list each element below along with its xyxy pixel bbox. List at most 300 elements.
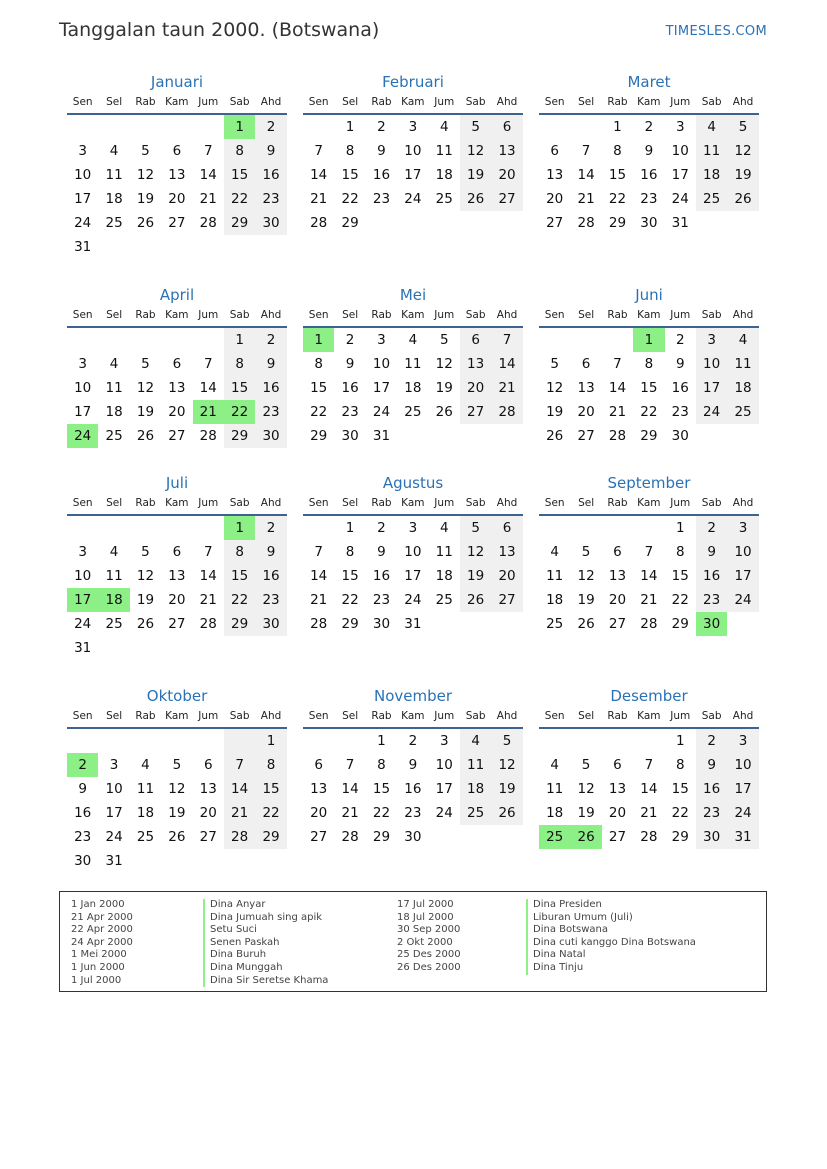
day-cell: 18 (460, 777, 491, 801)
day-cell: 10 (74, 568, 92, 584)
weekday-header (67, 92, 287, 115)
empty-cell (67, 516, 98, 540)
day-cell: 1 (224, 328, 255, 352)
day-cell: 26 (460, 588, 491, 612)
day-cell: 24 (671, 191, 689, 207)
day-cell: 21 (640, 592, 658, 608)
day-cell: 1 (255, 729, 286, 753)
day-cell: 2 (408, 733, 418, 749)
day-cell: 30 (255, 612, 286, 636)
day-cell: 6 (460, 328, 491, 352)
month-name: Maret (627, 73, 671, 91)
day-cell: 19 (435, 380, 453, 396)
day-cell: 28 (608, 428, 627, 444)
weekday-label: Rab (371, 309, 392, 321)
day-cell: 3 (408, 119, 418, 135)
day-cell: 18 (105, 191, 123, 207)
day-cell: 2 (255, 115, 286, 139)
weekday-label: Jum (434, 497, 455, 509)
weekday-label: Jum (198, 497, 219, 509)
day-cell: 9 (255, 139, 286, 163)
day-cell: 17 (105, 805, 123, 821)
day-cell: 12 (577, 781, 595, 797)
day-cell: 4 (550, 757, 559, 773)
weekday-label: Sab (701, 309, 722, 321)
weekday-label: Sel (342, 710, 359, 722)
day-cell: 4 (460, 729, 491, 753)
day-cell: 16 (255, 163, 286, 187)
month-name: April (159, 286, 195, 304)
weekday-label: Kam (165, 497, 189, 509)
day-grid (303, 729, 523, 849)
day-grid (303, 328, 523, 448)
day-cell: 5 (581, 544, 591, 560)
legend-date: 18 Jul 2000 (397, 911, 454, 923)
day-cell: 28 (310, 215, 328, 231)
month-oktober (67, 686, 287, 873)
day-cell: 25 (105, 428, 123, 444)
day-cell: 25 (460, 801, 491, 825)
legend-date: 26 Des 2000 (397, 961, 461, 973)
day-cell: 19 (136, 404, 155, 420)
day-cell: 17 (727, 564, 758, 588)
day-cell: 17 (696, 376, 727, 400)
day-cell: 4 (550, 544, 559, 560)
day-cell: 12 (136, 167, 155, 183)
day-cell: 18 (727, 376, 758, 400)
empty-cell (193, 115, 224, 139)
day-cell: 13 (491, 139, 522, 163)
weekday-label: Kam (401, 710, 425, 722)
day-cell: 25 (727, 400, 758, 424)
day-cell: 20 (577, 404, 595, 420)
day-cell: 5 (141, 544, 150, 560)
day-cell: 2 (255, 516, 286, 540)
day-cell: 8 (224, 540, 255, 564)
day-cell: 30 (640, 215, 658, 231)
weekday-label: Sen (308, 96, 329, 108)
day-cell: 14 (224, 777, 255, 801)
weekday-label: Sab (701, 710, 722, 722)
day-cell: 1 (377, 733, 386, 749)
day-cell: 20 (491, 564, 522, 588)
day-cell: 27 (460, 400, 491, 424)
weekday-header (303, 706, 523, 729)
day-cell: 4 (109, 544, 119, 560)
day-cell: 24 (74, 616, 92, 632)
day-cell: 16 (696, 777, 727, 801)
day-cell: 10 (404, 143, 422, 159)
weekday-label: Sen (72, 710, 93, 722)
weekday-label: Sab (701, 96, 722, 108)
day-cell: 29 (671, 829, 689, 845)
day-cell: 17 (671, 167, 689, 183)
weekday-label: Jum (434, 710, 455, 722)
day-grid (67, 115, 287, 259)
day-cell: 8 (345, 544, 355, 560)
day-cell: 22 (671, 805, 689, 821)
day-cell: 1 (675, 520, 685, 536)
empty-cell (193, 328, 224, 352)
day-cell: 24 (372, 404, 391, 420)
legend-holiday-name: Dina Anyar (203, 899, 328, 912)
holiday-day-cell: 17 (67, 588, 98, 612)
day-cell: 18 (404, 380, 422, 396)
day-cell: 9 (644, 143, 654, 159)
weekday-label: Sel (578, 309, 595, 321)
day-cell: 11 (727, 352, 758, 376)
day-cell: 19 (546, 404, 564, 420)
day-cell: 14 (199, 568, 217, 584)
day-cell: 5 (172, 757, 182, 773)
month-name: September (607, 474, 691, 492)
day-cell: 15 (341, 568, 359, 584)
empty-cell (161, 328, 192, 352)
weekday-label: Sen (308, 497, 329, 509)
weekday-label: Rab (135, 96, 156, 108)
day-cell: 28 (491, 400, 522, 424)
day-cell: 19 (168, 805, 186, 821)
weekday-label: Kam (637, 309, 661, 321)
day-cell: 24 (105, 829, 123, 845)
day-cell: 15 (372, 781, 391, 797)
day-cell: 6 (613, 757, 622, 773)
day-cell: 16 (74, 805, 92, 821)
weekday-label: Jum (434, 309, 455, 321)
holiday-day-cell: 1 (224, 516, 255, 540)
day-cell: 27 (608, 616, 627, 632)
day-cell: 5 (460, 115, 491, 139)
day-cell: 14 (491, 352, 522, 376)
day-cell: 23 (372, 592, 391, 608)
weekday-label: Ahd (496, 710, 518, 722)
day-cell: 8 (644, 356, 654, 372)
weekday-header (303, 493, 523, 516)
legend-date: 21 Apr 2000 (71, 911, 133, 923)
day-cell: 11 (105, 167, 123, 183)
day-cell: 10 (404, 544, 422, 560)
day-cell: 10 (74, 380, 92, 396)
day-cell: 7 (224, 753, 255, 777)
weekday-label: Kam (165, 309, 189, 321)
day-cell: 6 (550, 143, 559, 159)
weekday-label: Sel (578, 96, 595, 108)
weekday-label: Jum (670, 497, 691, 509)
legend-dates-right (397, 899, 461, 975)
day-cell: 22 (341, 191, 359, 207)
day-cell: 7 (203, 356, 213, 372)
day-cell: 28 (199, 616, 217, 632)
weekday-label: Rab (135, 309, 156, 321)
day-cell: 15 (341, 167, 359, 183)
weekday-label: Sel (342, 497, 359, 509)
weekday-label: Jum (198, 710, 219, 722)
month-name: Juni (635, 286, 663, 304)
day-cell: 28 (640, 616, 658, 632)
day-cell: 13 (546, 167, 564, 183)
day-cell: 5 (727, 115, 758, 139)
day-cell: 23 (372, 191, 391, 207)
day-cell: 30 (341, 428, 359, 444)
empty-cell (130, 328, 161, 352)
weekday-label: Jum (670, 710, 691, 722)
weekday-label: Sen (72, 497, 93, 509)
weekday-label: Ahd (260, 710, 282, 722)
weekday-label: Jum (670, 96, 691, 108)
weekday-label: Kam (165, 710, 189, 722)
weekday-label: Sel (106, 710, 123, 722)
month-name: Desember (610, 687, 688, 705)
day-cell: 3 (727, 729, 758, 753)
month-name: Juli (165, 474, 189, 492)
legend-holiday-name: Liburan Umum (Juli) (526, 912, 696, 925)
day-cell: 29 (671, 616, 689, 632)
day-cell: 25 (696, 187, 727, 211)
holiday-day-cell: 1 (633, 328, 664, 352)
day-cell: 7 (613, 356, 622, 372)
legend-holiday-name: Dina Botswana (526, 924, 696, 937)
day-cell: 10 (727, 540, 758, 564)
day-cell: 21 (310, 592, 328, 608)
day-cell: 29 (341, 215, 359, 231)
day-cell: 24 (696, 400, 727, 424)
day-cell: 30 (372, 616, 391, 632)
day-cell: 20 (546, 191, 564, 207)
day-cell: 8 (255, 753, 286, 777)
empty-cell (130, 115, 161, 139)
day-cell: 3 (696, 328, 727, 352)
weekday-label: Ahd (732, 497, 754, 509)
day-cell: 10 (372, 356, 391, 372)
day-cell: 18 (105, 404, 123, 420)
legend-date: 2 Okt 2000 (397, 936, 453, 948)
day-cell: 25 (105, 215, 123, 231)
day-cell: 26 (136, 215, 155, 231)
day-cell: 6 (203, 757, 213, 773)
day-cell: 30 (255, 211, 286, 235)
day-cell: 12 (727, 139, 758, 163)
day-cell: 18 (435, 167, 453, 183)
empty-cell (98, 328, 129, 352)
day-cell: 9 (408, 757, 418, 773)
day-cell: 6 (613, 544, 622, 560)
legend-holiday-name: Dina Natal (526, 949, 696, 962)
day-cell: 27 (491, 187, 522, 211)
site-logo-text[interactable]: TIMESLES.COM (665, 24, 767, 39)
weekday-label: Ahd (260, 497, 282, 509)
day-cell: 29 (224, 612, 255, 636)
day-cell: 10 (74, 167, 92, 183)
day-cell: 13 (608, 781, 627, 797)
day-cell: 4 (109, 356, 119, 372)
weekday-label: Sab (701, 497, 722, 509)
weekday-label: Sab (229, 497, 250, 509)
month-juni (539, 285, 759, 448)
day-cell: 12 (491, 753, 522, 777)
weekday-label: Sel (106, 96, 123, 108)
month-april (67, 285, 287, 448)
empty-cell (98, 115, 129, 139)
day-cell: 27 (199, 829, 217, 845)
day-cell: 3 (78, 356, 87, 372)
day-cell: 19 (460, 163, 491, 187)
empty-cell (570, 729, 601, 753)
day-cell: 8 (345, 143, 355, 159)
day-cell: 22 (608, 191, 627, 207)
day-cell: 10 (671, 143, 689, 159)
holiday-day-cell: 25 (539, 825, 570, 849)
day-cell: 5 (550, 356, 559, 372)
day-cell: 1 (345, 119, 355, 135)
weekday-header (303, 92, 523, 115)
holiday-day-cell: 18 (98, 588, 129, 612)
day-cell: 10 (727, 753, 758, 777)
day-cell: 25 (404, 404, 422, 420)
day-cell: 20 (608, 592, 627, 608)
legend-holiday-name: Dina Buruh (203, 949, 328, 962)
day-cell: 16 (255, 376, 286, 400)
day-cell: 11 (404, 356, 422, 372)
empty-cell (303, 115, 334, 139)
day-cell: 13 (168, 380, 186, 396)
day-cell: 13 (310, 781, 328, 797)
day-cell: 7 (491, 328, 522, 352)
day-cell: 5 (460, 516, 491, 540)
day-cell: 20 (168, 592, 186, 608)
day-cell: 17 (435, 781, 453, 797)
empty-cell (130, 516, 161, 540)
day-cell: 9 (675, 356, 685, 372)
day-cell: 26 (546, 428, 564, 444)
legend-holiday-name: Dina cuti kanggo Dina Botswana (526, 937, 696, 950)
day-cell: 31 (372, 428, 391, 444)
weekday-label: Sen (544, 96, 565, 108)
weekday-label: Rab (371, 710, 392, 722)
weekday-label: Ahd (732, 96, 754, 108)
day-cell: 2 (696, 516, 727, 540)
day-cell: 17 (727, 777, 758, 801)
weekday-label: Ahd (732, 309, 754, 321)
day-cell: 26 (136, 428, 155, 444)
day-grid (303, 115, 523, 235)
day-cell: 24 (404, 191, 422, 207)
day-cell: 7 (581, 143, 591, 159)
day-cell: 29 (372, 829, 391, 845)
day-cell: 24 (435, 805, 453, 821)
empty-cell (539, 115, 570, 139)
day-cell: 15 (608, 167, 627, 183)
day-cell: 16 (372, 167, 391, 183)
day-cell: 30 (671, 428, 689, 444)
weekday-label: Sel (106, 497, 123, 509)
day-cell: 19 (136, 592, 155, 608)
day-cell: 12 (435, 356, 453, 372)
day-cell: 21 (491, 376, 522, 400)
day-cell: 26 (435, 404, 453, 420)
weekday-label: Kam (401, 497, 425, 509)
legend-date: 25 Des 2000 (397, 949, 461, 961)
empty-cell (130, 729, 161, 753)
day-cell: 29 (640, 428, 658, 444)
day-cell: 28 (199, 428, 217, 444)
holiday-day-cell: 2 (67, 753, 98, 777)
weekday-label: Kam (165, 96, 189, 108)
day-cell: 21 (199, 191, 217, 207)
empty-cell (98, 729, 129, 753)
day-cell: 16 (341, 380, 359, 396)
empty-cell (303, 729, 334, 753)
day-cell: 26 (460, 187, 491, 211)
day-cell: 4 (439, 119, 449, 135)
weekday-header (303, 305, 523, 328)
weekday-label: Sel (342, 96, 359, 108)
day-cell: 5 (491, 729, 522, 753)
weekday-label: Rab (607, 309, 628, 321)
day-cell: 13 (168, 167, 186, 183)
day-grid (67, 328, 287, 448)
day-cell: 1 (675, 733, 685, 749)
day-cell: 26 (168, 829, 186, 845)
empty-cell (224, 729, 255, 753)
day-cell: 27 (310, 829, 328, 845)
day-cell: 2 (345, 332, 355, 348)
day-cell: 9 (377, 143, 386, 159)
empty-cell (539, 516, 570, 540)
day-cell: 12 (136, 568, 155, 584)
weekday-label: Sab (465, 497, 486, 509)
day-cell: 4 (727, 328, 758, 352)
legend-holiday-name: Senen Paskah (203, 937, 328, 950)
day-cell: 12 (168, 781, 186, 797)
day-cell: 11 (105, 380, 123, 396)
day-cell: 23 (255, 400, 286, 424)
day-cell: 7 (203, 143, 213, 159)
day-cell: 7 (314, 544, 323, 560)
day-cell: 23 (255, 187, 286, 211)
day-cell: 26 (136, 616, 155, 632)
day-cell: 21 (640, 805, 658, 821)
empty-cell (539, 328, 570, 352)
day-cell: 6 (172, 544, 182, 560)
empty-cell (570, 115, 601, 139)
weekday-label: Kam (637, 710, 661, 722)
legend-date: 22 Apr 2000 (71, 924, 133, 936)
day-cell: 8 (314, 356, 323, 372)
weekday-label: Sen (544, 309, 565, 321)
day-cell: 17 (404, 568, 422, 584)
day-cell: 18 (696, 163, 727, 187)
day-cell: 25 (546, 616, 564, 632)
holiday-day-cell: 30 (696, 612, 727, 636)
day-cell: 7 (314, 143, 323, 159)
day-grid (303, 516, 523, 636)
day-cell: 16 (404, 781, 422, 797)
legend-holiday-name: Dina Tinju (526, 962, 696, 975)
weekday-label: Sel (342, 309, 359, 321)
day-cell: 24 (404, 592, 422, 608)
weekday-label: Sab (465, 309, 486, 321)
empty-cell (570, 328, 601, 352)
day-cell: 27 (546, 215, 564, 231)
day-cell: 6 (172, 143, 182, 159)
day-cell: 5 (141, 356, 150, 372)
day-cell: 17 (404, 167, 422, 183)
month-maret (539, 72, 759, 235)
day-cell: 12 (460, 540, 491, 564)
day-cell: 4 (141, 757, 150, 773)
month-mei (303, 285, 523, 448)
empty-cell (67, 328, 98, 352)
